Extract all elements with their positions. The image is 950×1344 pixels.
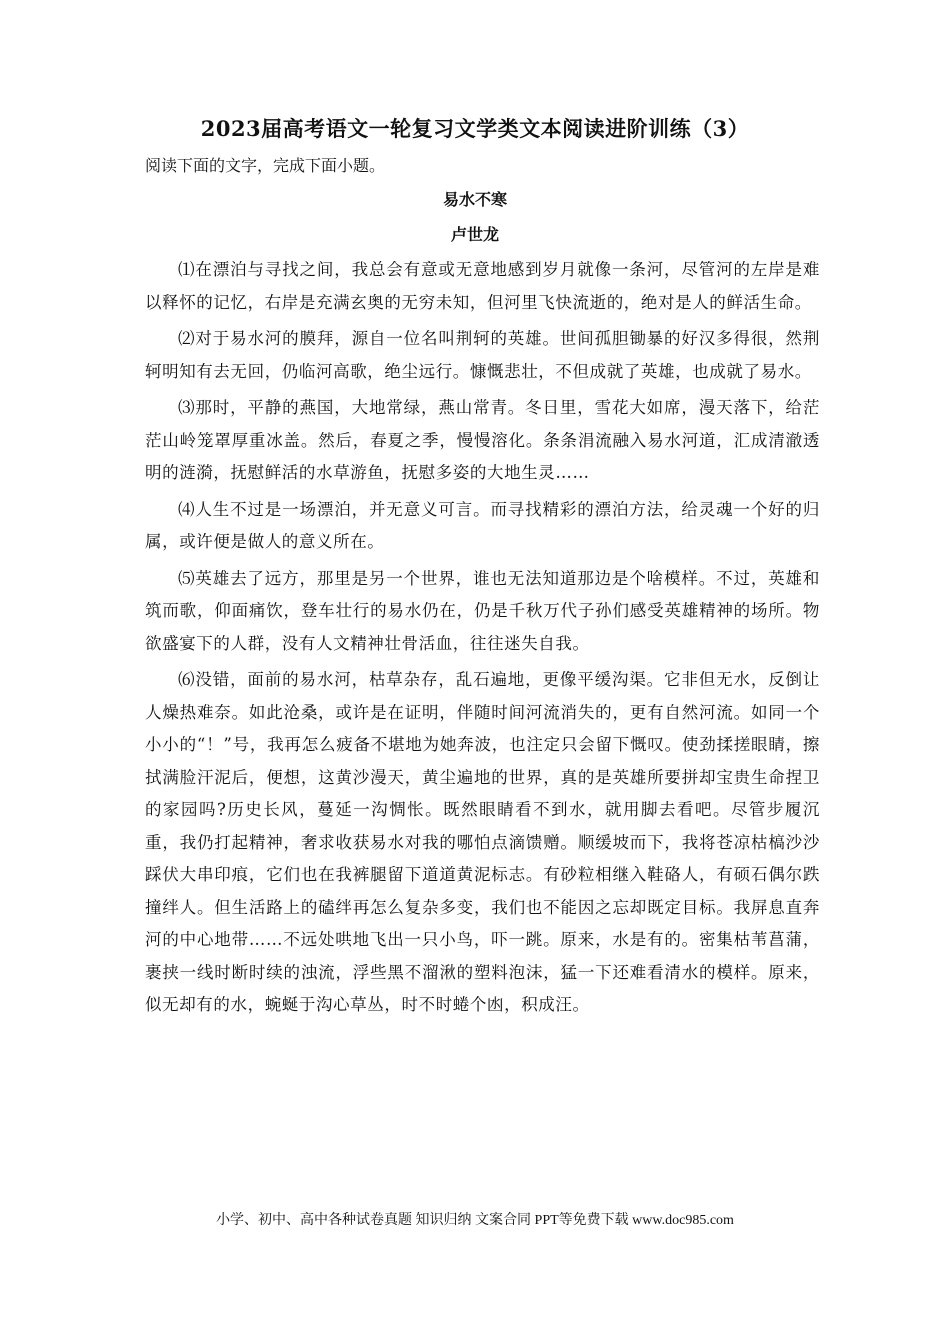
article-title: 易水不寒 — [442, 190, 507, 209]
article-author: 卢世龙 — [450, 225, 499, 244]
paragraph-1: ⑴在漂泊与寻找之间，我总会有意或无意地感到岁月就像一条河，尽管河的左岸是难以释怀的记忆，右岸是充满玄奥的无穷未知，但河里飞快流逝的，绝对是人的鲜活生命。 — [145, 260, 820, 312]
paragraph-5: ⑸英雄去了远方，那里是另一个世界，谁也无法知道那边是个啥模样。不过，英雄和筑而歌，仰面痛饮，登车壮行的易水仍在，仍是千秋万代子孙们感受英雄精神的场所。物欲盛宴下的人群，没有人文精神壮骨活血，往往迷失自我。 — [145, 568, 820, 653]
article-body — [145, 254, 820, 1026]
reading-instruction: 阅读下面的文字，完成下面小题。 — [145, 156, 386, 175]
paragraph-3: ⑶那时，平静的燕国，大地常绿，燕山常青。冬日里，雪花大如席，漫天落下，给茫茫山岭笼罩厚重冰盖。然后，春夏之季，慢慢溶化。条条涓流融入易水河道，汇成清澈透明的涟漪，抚慰鲜活的水草游鱼，抚慰多姿的大地生灵…… — [145, 398, 820, 482]
paragraph-2: ⑵对于易水河的膜拜，源自一位名叫荆轲的英雄。世间孤胆锄暴的好汉多得很，然荆轲明知有去无回，仍临河高歌，绝尘远行。慷慨悲壮，不但成就了英雄，也成就了易水。 — [145, 329, 820, 381]
page-footer: 小学、初中、高中各种试卷真题 知识归纳 文案合同 PPT等免费下载 www.doc985.com — [216, 1213, 734, 1228]
paragraph-4: ⑷人生不过是一场漂泊，并无意义可言。而寻找精彩的漂泊方法，给灵魂一个好的归属，或许便是做人的意义所在。 — [145, 499, 820, 551]
paragraph-6: ⑹没错，面前的易水河，枯草杂存，乱石遍地，更像平缓沟渠。它非但无水，反倒让人燥热难奈。如此沧桑，或许是在证明，伴随时间河流消失的，更有自然河流。如同一个小小的“！”号，我再怎么疲备不堪地为她奔波，也注定只会留下慨叹。使劲揉搓眼睛，擦拭满脸汗泥后，便想，这黄沙漫天，黄尘遍地的世界，真的是英雄所要拼却宝贵生命捏卫的家园吗?历史长风，蔓延一沟惆怅。既然眼睛看不到水，就用脚去看吧。尽管步履沉重，我仍打起精神，奢求收获易水对我的哪怕点滴馈赠。顺缓坡而下，我将苍凉枯槁沙沙踩伏大串印痕，它们也在我裤腿留下道道黄泥标志。有砂粒相继入鞋硌人，有硕石偶尔跌撞绊人。但生活路上的磕绊再怎么复杂多变，我们也不能因之忘却既定目标。我屏息直奔河的中心地带……不远处哄地飞出一只小鸟，吓一跳。原来，水是有的。密集枯苇菖蒲，裹挟一线时断时续的浊流，浮些黑不溜湫的塑料泡沫，猛一下还难看清水的模样。原来，似无却有的水，蜿蜒于沟心草丛，时不时蜷个凼，积成汪。 — [145, 670, 820, 1014]
document-title: 2023届高考语文一轮复习文学类文本阅读进阶训练（3） — [200, 116, 750, 141]
